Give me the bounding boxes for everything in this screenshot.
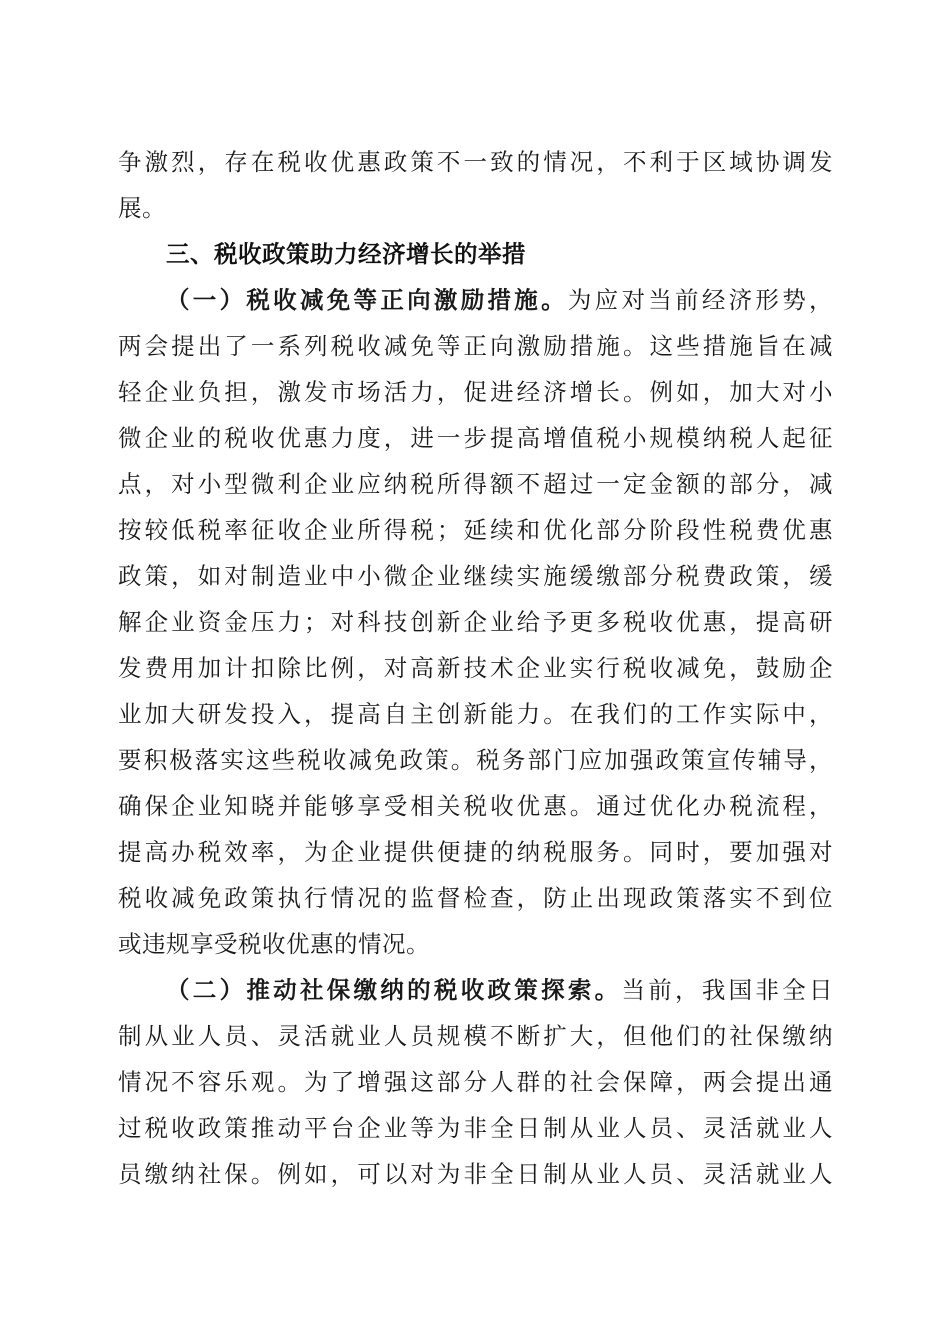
body-text-line: 业加大研发投入，提高自主创新能力。在我们的工作实际中， bbox=[118, 700, 833, 728]
body-text-line: 情况不容乐观。为了增强这部分人群的社会保障，两会提出通 bbox=[118, 1068, 833, 1096]
body-text-line: 争激烈，存在税收优惠政策不一致的情况，不利于区域协调发 bbox=[118, 148, 833, 176]
body-text-line: 制从业人员、灵活就业人员规模不断扩大，但他们的社保缴纳 bbox=[118, 1022, 833, 1050]
body-text-line: 点，对小型微利企业应纳税所得额不超过一定金额的部分，减 bbox=[118, 470, 833, 498]
body-text-line: 提高办税效率，为企业提供便捷的纳税服务。同时，要加强对 bbox=[118, 838, 833, 866]
body-text-line: 员缴纳社保。例如，可以对为非全日制从业人员、灵活就业人 bbox=[118, 1160, 833, 1188]
subheading: （二）推动社保缴纳的税收政策探索。 bbox=[166, 976, 622, 1004]
body-text-line: 政策，如对制造业中小微企业继续实施缓缴部分税费政策，缓 bbox=[118, 562, 833, 590]
body-text-line: 过税收政策推动平台企业等为非全日制从业人员、灵活就业人 bbox=[118, 1114, 833, 1142]
section-heading: 三、税收政策助力经济增长的举措 bbox=[166, 240, 526, 268]
body-text-line: 两会提出了一系列税收减免等正向激励措施。这些措施旨在减 bbox=[118, 332, 833, 360]
body-text-line: 按较低税率征收企业所得税；延续和优化部分阶段性税费优惠 bbox=[118, 516, 833, 544]
body-text-line: 确保企业知晓并能够享受相关税收优惠。通过优化办税流程， bbox=[118, 792, 833, 820]
body-text: 当前，我国非全日 bbox=[621, 976, 834, 1004]
paragraph-first-line bbox=[166, 281, 833, 319]
body-text-line: 解企业资金压力；对科技创新企业给予更多税收优惠，提高研 bbox=[118, 608, 833, 636]
body-text-line: 轻企业负担，激发市场活力，促进经济增长。例如，加大对小 bbox=[118, 378, 833, 406]
paragraph-first-line bbox=[166, 971, 833, 1009]
body-text-line: 或违规享受税收优惠的情况。 bbox=[118, 930, 430, 958]
body-text-line: 发费用加计扣除比例，对高新技术企业实行税收减免，鼓励企 bbox=[118, 654, 833, 682]
body-text-line: 要积极落实这些税收减免政策。税务部门应加强政策宣传辅导， bbox=[118, 746, 833, 774]
subheading: （一）税收减免等正向激励措施。 bbox=[166, 286, 568, 314]
body-text-line: 税收减免政策执行情况的监督检查，防止出现政策落实不到位 bbox=[118, 884, 833, 912]
body-text: 为应对当前经济形势， bbox=[567, 286, 833, 314]
body-text-line: 微企业的税收优惠力度，进一步提高增值税小规模纳税人起征 bbox=[118, 424, 833, 452]
body-text-line: 展。 bbox=[118, 194, 166, 222]
